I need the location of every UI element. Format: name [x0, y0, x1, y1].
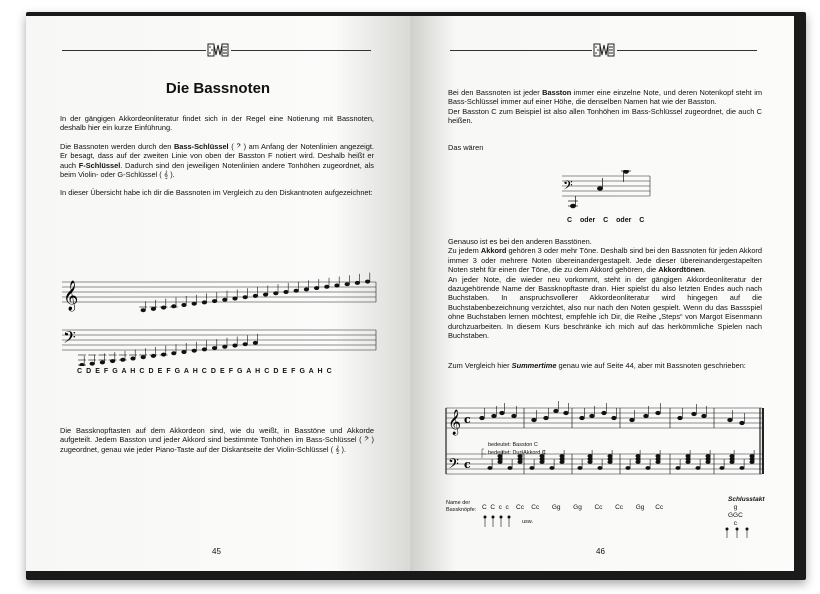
melody-note: [590, 414, 595, 418]
bass-note: [141, 356, 146, 359]
svg-text:𝄢: 𝄢: [563, 178, 573, 196]
treble-note: [335, 284, 340, 287]
chord-note: [656, 460, 660, 463]
summertime-paragraph: Zum Vergleich hier Summertime genau wie auf Seite 44, aber mit Bassnoten geschrieben:: [448, 361, 746, 370]
bass-note: [90, 362, 95, 365]
treble-note: [141, 309, 146, 312]
bass-clef-paragraph: Die Bassnoten werden durch den Bass-Schlüssel ( 𝄢 ) am Anfang der Notenlinien angezeigt. Er besagt, dass auf der zweiten Linie von oben der Basston F notiert wird. Deshalb heißt er auch F-Schlüssel. Dadurch sind den jeweiligen Notenlinien andere Tonhöhen zugeordnet, als beim Violin- oder G-Schlüssel ( 𝄞 ).: [60, 142, 374, 180]
bass-clef-icon: 𝄢: [63, 327, 76, 351]
treble-note: [192, 302, 197, 305]
melody-note: [702, 414, 707, 418]
bass-note: [131, 357, 136, 360]
treble-note: [314, 286, 319, 289]
treble-note: [274, 292, 279, 295]
chord-note: [498, 460, 502, 463]
treble-note: [263, 293, 268, 296]
treble-note: [202, 301, 207, 304]
chord-note: [730, 460, 734, 463]
intro-paragraph: In der gängigen Akkordeonliteratur findet sich in der Regel eine Notierung mit Bassnoten, deshalb hier ein kurze Einführung.: [60, 114, 374, 133]
chord-note: [560, 460, 564, 463]
treble-note: [304, 288, 309, 291]
treble-note: [243, 296, 248, 299]
bass-note: [696, 466, 700, 469]
melody-note: [656, 411, 661, 415]
melody-note: [580, 416, 585, 420]
melody-note: [612, 416, 617, 420]
bass-note: [508, 466, 512, 469]
melody-note: [544, 416, 549, 420]
page-title: Die Bassnoten: [165, 80, 271, 97]
chord-note: [750, 460, 754, 463]
schlusstakt-label: Schlusstakt: [728, 496, 765, 503]
bass-note: [598, 466, 602, 469]
bass-note: [202, 348, 207, 351]
page-number: 46: [596, 547, 605, 556]
bass-note: [223, 345, 228, 348]
c-labels: C oder C oder C: [567, 217, 645, 224]
treble-note: [172, 305, 177, 308]
melody-note: [492, 414, 497, 418]
bass-note: [676, 466, 680, 469]
usw-label: usw.: [522, 519, 534, 525]
chord-note: [518, 460, 522, 463]
bass-names-row: C C c c Cc Cc Gg Gg Cc Cc Gg Cc: [482, 504, 664, 511]
bass-note: [578, 466, 582, 469]
treble-note: [294, 289, 299, 292]
bass-note: [488, 466, 492, 469]
svg-text:𝄞: 𝄞: [448, 410, 462, 435]
bass-note: [172, 352, 177, 355]
treble-note: [355, 281, 360, 284]
chord-note: [706, 460, 710, 463]
chord-note: [686, 460, 690, 463]
annotation-akkord: bedeutet: Dur-Akkord C: [488, 450, 546, 456]
melody-note: [532, 418, 537, 422]
bass-note: [646, 466, 650, 469]
melody-note: [564, 411, 569, 415]
bass-note: [212, 346, 217, 349]
melody-note: [630, 418, 635, 422]
melody-note: [500, 411, 505, 415]
header-rule-right: [617, 50, 757, 51]
treble-clef-glyph: 𝄞: [163, 170, 169, 180]
chord-note: [636, 460, 640, 463]
treble-note: [325, 285, 330, 288]
bass-note: [100, 361, 105, 364]
bass-buttons-paragraph: Die Bassknopftasten auf dem Akkordeon sind, wie du weißt, in Basstöne und Akkorde aufgeteilt. Jedem Basston und jeder Akkord sind bestimmte Tonhöhen im Bass-Schlüssel ( 𝄢 ) zugeordnet, genau wie jeder Piano-Taste auf der Diskantseite der Violin-Schlüssel ( 𝄞 ).: [60, 426, 374, 454]
treble-note: [345, 283, 350, 286]
header-rule-right: [231, 50, 371, 51]
melody-note: [678, 416, 683, 420]
melody-note: [740, 421, 745, 425]
treble-note: [182, 303, 187, 306]
chord-note: [588, 460, 592, 463]
treble-clef-icon: 𝄞: [63, 281, 79, 311]
c-notes-staff: [560, 170, 652, 214]
melody-note: [554, 409, 559, 413]
das-waeren: Das wären: [448, 143, 484, 152]
header-rule-left: [62, 50, 206, 51]
bass-note: [182, 350, 187, 353]
header-rule-left: [450, 50, 592, 51]
bass-note: [80, 363, 85, 366]
akkord-paragraph: Genauso ist es bei den anderen Basstönen. Zu jedem Akkord gehören 3 oder mehr Töne. Deshalb sind bei den Bassnoten für jeden Akkord immer 3 oder mehrere Noten übereinandergestapelt. Jede dieser übereinandergestapelten Noten steht für einen der Töne, die zu dem Akkord gehören, die Akkordtönen. An jeder Note, die wieder neu vorkommt, steht in der gängigen Akkordeonliteratur der dazugehörende Name der Bassknopftaste dran. Hier spielst du also letzten Endes auch nach Buchstaben. In anspruchsvollerer Akkordeonliteratur wird hingegen auf die Buchstabenbezeichnung verzichtet, also nur nach den Noten gespielt. Wenn du das Bassspiel ohne Buchstaben lernen möchtest, empfehle ich Dir, die Reihe „Steps“ von Margot Eisenmann durchzuarbeiten. In diesem Kurs beschränke ich mich auf das herkömmliche Spielen nach Buchstaben.: [448, 237, 762, 341]
treble-note: [161, 306, 166, 309]
treble-note: [284, 290, 289, 293]
note-comparison-staves: [60, 266, 378, 366]
bass-note: [233, 344, 238, 347]
bass-note: [626, 466, 630, 469]
treble-note: [253, 294, 258, 297]
melody-note: [644, 414, 649, 418]
svg-text:c: c: [464, 458, 471, 471]
melody-note: [728, 418, 733, 422]
treble-note: [223, 298, 228, 301]
svg-text:c: c: [464, 413, 471, 426]
bass-note: [243, 343, 248, 346]
melody-note: [480, 416, 485, 420]
treble-note: [365, 280, 370, 283]
bass-note: [253, 341, 258, 344]
chord-note: [608, 460, 612, 463]
treble-note: [151, 307, 156, 310]
basston-paragraph: Bei den Bassnoten ist jeder Basston immer eine einzelne Note, und deren Notenkopf steht im Bass-Schlüssel immer auf einer Höhe, die denselben Namen hat wie der Basston. Der Basston C zum Beispiel ist also allen Tonhöhen im Bass-Schlüssel zugeordnet, die auch C heißen.: [448, 88, 763, 126]
melody-note: [602, 411, 607, 415]
svg-text:𝄢: 𝄢: [448, 456, 459, 476]
melody-note: [512, 414, 517, 418]
bass-names-label: Name der Bassknöpfe:: [446, 500, 477, 513]
bass-note: [740, 466, 744, 469]
treble-note: [233, 297, 238, 300]
note-letter-row: C D E F G A H C D E F G A H C D E F G A H C D E F G A H C: [77, 368, 332, 375]
melody-note: [692, 412, 697, 416]
final-chord-names: g GGC c: [728, 504, 743, 527]
overview-paragraph: In dieser Übersicht habe ich dir die Bassnoten im Vergleich zu den Diskantnoten aufgezeichnet:: [60, 188, 373, 197]
bass-note: [192, 349, 197, 352]
page-number: 45: [212, 547, 221, 556]
bass-note: [720, 466, 724, 469]
chord-note: [540, 460, 544, 463]
final-small-notes: [723, 526, 753, 540]
small-bass-notes: [482, 513, 522, 533]
left-page: [26, 16, 410, 571]
right-page: [410, 16, 794, 571]
treble-note: [212, 299, 217, 302]
annotation-basston: bedeutet: Basston C: [488, 442, 538, 448]
bass-note: [530, 466, 534, 469]
bass-note: [550, 466, 554, 469]
accordion-icon: [207, 42, 229, 58]
bass-note: [161, 353, 166, 356]
bass-clef-glyph: 𝄢: [236, 142, 241, 151]
accordion-icon: [593, 42, 615, 58]
